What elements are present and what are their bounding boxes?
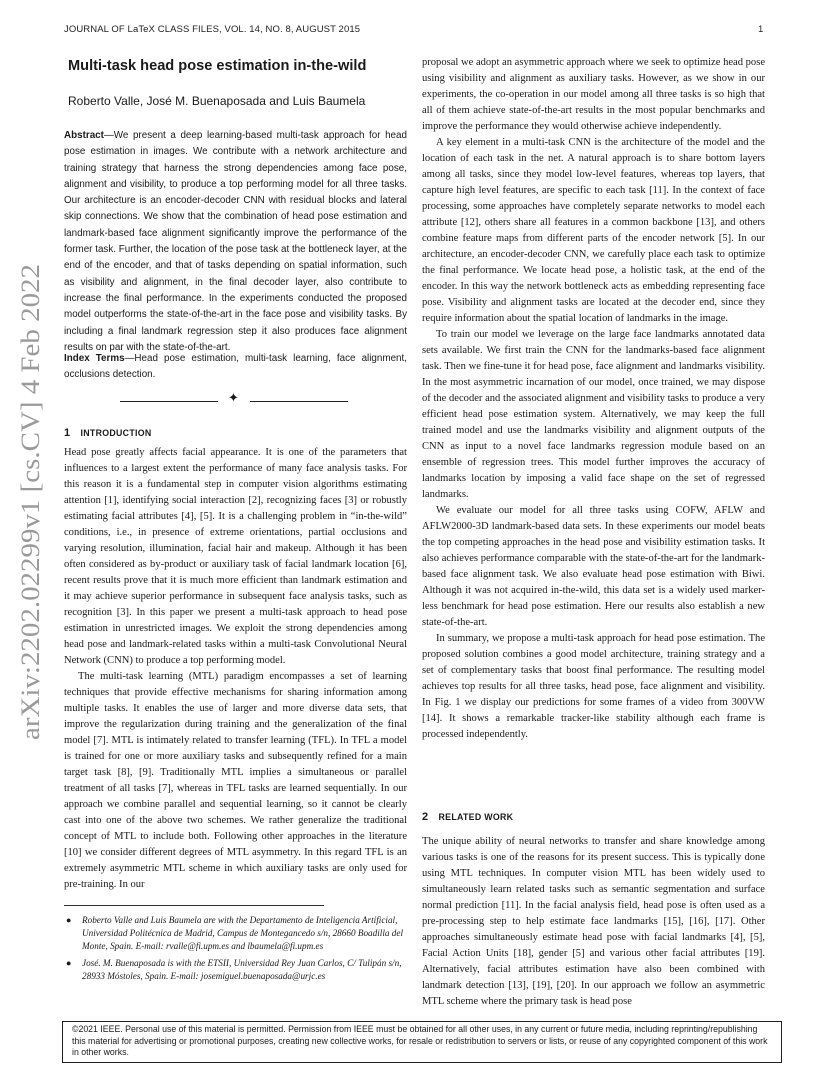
bullet-icon: ● [66, 957, 72, 968]
intro-paragraph-3: proposal we adopt an asymmetric approach where we seek to optimize head pose using visibility and alignment as auxiliary tasks. However, as we show in our experiments, the co-operation in our model among all three tasks is so high that all of them achieve state-of-the-art results in the most popular benchmarks and improve the performance they would otherwise achieve independently. [422, 57, 765, 132]
section-1-title: INTRODUCTION [80, 428, 152, 438]
intro-paragraph-2: The multi-task learning (MTL) paradigm encompasses a set of learning techniques that provide effective mechanisms for sharing information among multiple tasks. It enables the use of larger and more diverse data sets, that improve the regularization during training and the generalization of the final model [7]. MTL is intimately related to transfer learning (TFL). In TFL a model is trained for one or more auxiliary tasks and subsequently refined for a main target task [8], [9]. Traditionally MTL implies a simultaneous or parallel treatment of all tasks [7], whereas in TFL tasks are learned sequentially. In our approach we combine parallel and sequential learning, so it cannot be clearly cast into one of the above two schemes. We rather generalize the traditional concept of MTL to include both. Following other approaches in the literature [10] we consider different degrees of MTL asymmetry. In this regard TFL is an extremely asymmetric MTL scheme in which auxiliary tasks are only used for pre-training. In our [64, 671, 407, 890]
index-terms-label: Index Terms [64, 353, 125, 364]
footnote-item [64, 914, 407, 954]
intro-paragraph-1: Head pose greatly affects facial appearance. It is one of the parameters that influences to a largest extent the performance of many face analysis tasks. For this reason it is a fundamental step in computer vision algorithms estimating attention [1], identifying social interaction [2], recognizing faces [3] or robustly estimating facial attributes [4], [5]. It is a challenging problem in “in-the-wild” conditions, i.e., in presence of extreme orientations, partial occlusions and varying resolution, illumination, facial hair and makeup. Although it has been often considered as by-product or auxiliary task of facial landmark location [6], recent results prove that it is much more efficient than landmark estimation and it may achieve superior performance in subsequent face analysis tasks, such as recognition [3]. In this paper we present a multi-task approach to head pose estimation in unrestricted images. We exploit the strong dependencies among head pose and landmark-related tasks within a multi-task Convolutional Neural Network (CNN) to produce a top performing model. [64, 447, 407, 666]
abstract-label: Abstract [64, 130, 104, 141]
related-work-body [422, 834, 765, 1010]
arxiv-stamp [6, 262, 50, 742]
intro-paragraph-7: In summary, we propose a multi-task approach for head pose estimation. The proposed solution combines a good model architecture, training strategy and a set of complementary tasks that boost final performance. The resulting model achieves top results for all three tasks, head pose, face alignment and visibility. In Fig. 1 we display our predictions for some frames of a video from 300VW [14]. It shows a remarkable tracker-like stability although each frame is processed independently. [422, 633, 765, 740]
author-footnotes [64, 914, 407, 986]
footnote-item [64, 957, 407, 983]
intro-paragraph-6: We evaluate our model for all three tasks using COFW, AFLW and AFLW2000-3D landmark-based data sets. In these experiments our model beats the top competing approaches in the head pose and visibility estimation tasks. It also achieves performance comparable with the state-of-the-art for the landmark-based face alignment task. We also evaluate head pose estimation with Biwi. Although it was not acquired in-the-wild, this data set is a widely used marker-less benchmark for head pose estimation. Here our results also establish a new state-of-the-art. [422, 505, 765, 628]
abstract [64, 128, 407, 356]
section-2-number: 2 [422, 811, 429, 823]
intro-paragraph-5: To train our model we leverage on the large face landmarks annotated data sets available. We first train the CNN for the landmarks-based face alignment task. Then we fine-tune it for head pose, face alignment and landmarks visibility. In the most asymmetric incarnation of our model, once trained, we may dispose of the decoder and the associated alignment and visibility tasks to produce a very efficient head pose estimation system. Alternatively, we may keep the full trained model and use the landmarks visibility and alignment outputs of the CNN as input to a novel face landmarks regression module based on an ensemble of regression trees. This model further improves the accuracy of landmarks location by imposing a valid face shape on the set of regressed landmarks. [422, 329, 765, 500]
running-header: JOURNAL OF LaTeX CLASS FILES, VOL. 14, NO. 8, AUGUST 2015 [64, 24, 361, 35]
index-terms-text: —Head pose estimation, multi-task learning, face alignment, occlusions detection. [64, 353, 407, 381]
intro-paragraph-4: A key element in a multi-task CNN is the architecture of the model and the location of each task in the net. A natural approach is to share bottom layers among all tasks, since they model low-level features, whereas top layers, that capture high level features, are specific to each task [11]. In the context of face processing, some approaches have completely separate networks to model each attribute [12], others share all features in a common backbone [13], and others combine feature maps from different parts of the encoder network [5]. In our architecture, an encoder-decoder CNN, we carefully place each task to optimize the final performance. We locate head pose, a holistic task, at the end of the encoder. In this way the network bottleneck acts as embedding representing face pose. Visibility and alignment tasks are located at the decoder end, since they require information about the spatial location of landmarks in the image. [422, 137, 765, 324]
section-2-title: RELATED WORK [438, 812, 514, 822]
arxiv-identifier[interactable]: arXiv:2202.02299v1 [cs.CV] 4 Feb 2022 [15, 304, 45, 740]
section-1-number: 1 [64, 427, 71, 439]
right-column-body [422, 55, 765, 743]
divider-diamond-icon: ✦ [228, 391, 239, 406]
abstract-text: —We present a deep learning-based multi-task approach for head pose estimation in images. We contribute with a network architecture and training strategy that harness the strong dependencies among face pose, alignment and visibility, to produce a top performing model for all three tasks. Our architecture is an encoder-decoder CNN with residual blocks and lateral skip connections. We show that the combination of head pose estimation and landmark-based face alignment significantly improve the performance of the former task. Further, the location of the pose task at the bottleneck layer, at the end of the encoder, and that of tasks depending on spatial information, such as visibility and alignment, in the final decoder layer, also contribute to increase the final performance. In the experiments conducted the proposed model outperforms the state-of-the-art in the face pose and visibility tasks. By including a final landmark regression step it also produces face alignment results on par with the state-of-the-art. [64, 130, 407, 353]
index-terms [64, 351, 407, 384]
footnote-text: Roberto Valle and Luis Baumela are with the Departamento de Inteligencia Artificial, Universidad Politécnica de Madrid, Campus de Montegancedo s/n, 28660 Boadilla del Monte, Spain. E-mail: rvalle@fi.upm.es and lbaumela@fi.upm.es [82, 915, 404, 952]
paper-title: Multi-task head pose estimation in-the-wild [68, 58, 367, 74]
bullet-icon: ● [66, 915, 72, 925]
page-number: 1 [758, 24, 764, 35]
related-paragraph-1: The unique ability of neural networks to transfer and share knowledge among various tasks is one of the reasons for its present success. This is typically done using MTL techniques. In computer vision MTL has been widely used to simultaneously learn related tasks such as semantic segmentation and surface normal prediction [11]. In the facial analysis field, head pose is often used as a pre-processing step to help estimate face landmarks [15], [16], [17]. Other approaches simultaneously estimate head pose with facial landmarks [4], [5], Facial Action Units [18], gender [5] and various other facial attributes [19]. Alternatively, facial attributes estimation have also been combined with landmark detection [13], [19], [20]. In our approach we follow an asymmetric MTL scheme where the primary task is head pose [422, 836, 765, 1007]
divider-line-left [120, 401, 218, 402]
section-2-heading [422, 811, 513, 823]
footnote-rule [64, 905, 324, 906]
section-1-heading [64, 427, 152, 439]
left-column-body [64, 445, 407, 893]
paper-authors: Roberto Valle, José M. Buenaposada and Luis Baumela [68, 94, 366, 108]
footnote-text: José. M. Buenaposada is with the ETSII, Universidad Rey Juan Carlos, C/ Tulipán s/n, 28933 Móstoles, Spain. E-mail: josemiguel.buenaposada@urjc.es [82, 957, 402, 981]
divider-line-right [250, 401, 348, 402]
copyright-notice: ©2021 IEEE. Personal use of this material is permitted. Permission from IEEE must be obtained for all other uses, in any current or future media, including reprinting/republishing this material for advertising or promotional purposes, creating new collective works, for resale or redistribution to servers or lists, or reuse of any copyrighted component of this work in other works. [62, 1021, 782, 1063]
section-divider [120, 393, 352, 409]
